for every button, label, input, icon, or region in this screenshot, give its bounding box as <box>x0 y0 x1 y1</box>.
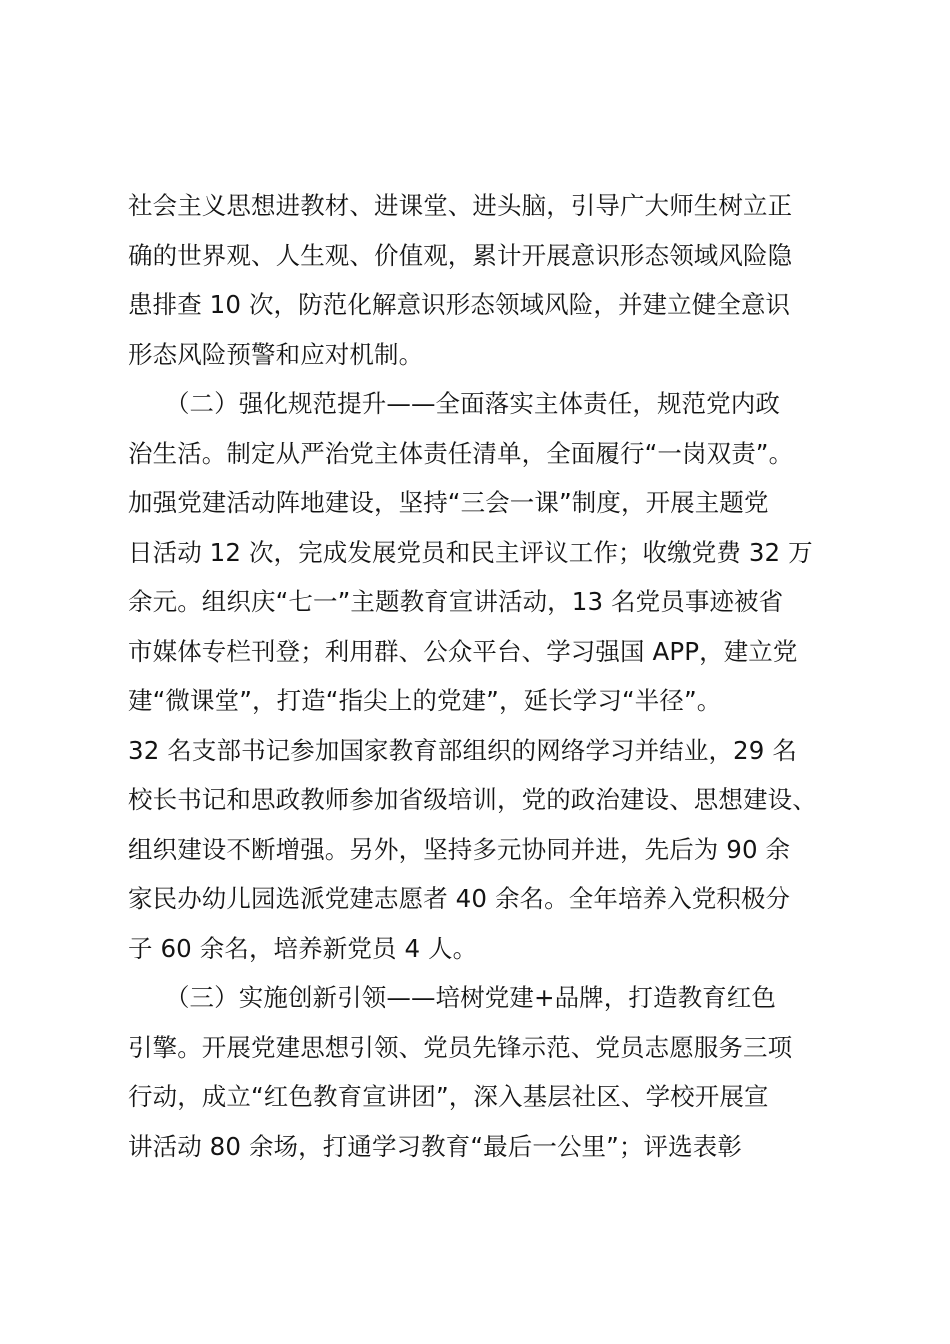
text-line: 社会主义思想进教材、进课堂、进头脑，引导广大师生树立正 <box>128 191 793 220</box>
text-line: 治生活。制定从严治党主体责任清单，全面履行“一岗双责”。 <box>128 438 794 468</box>
text-line: 建“微课堂”，打造“指尖上的党建”，延长学习“半径”。 <box>128 686 722 715</box>
text-line: 确的世界观、人生观、价值观，累计开展意识形态领域风险隐 <box>128 240 793 270</box>
text-line: 形态风险预警和应对机制。 <box>128 339 424 369</box>
text-line: 32 名支部书记参加国家教育部组织的网络学习并结业，29 名 <box>128 735 797 765</box>
section-heading-line: （三）实施创新引领——培树党建+品牌，打造教育红色 <box>128 983 776 1012</box>
text-line: 讲活动 80 余场，打通学习教育“最后一公里”；评选表彰 <box>128 1131 742 1161</box>
text-line: 加强党建活动阵地建设，坚持“三会一课”制度，开展主题党 <box>128 488 769 517</box>
text-line: 日活动 12 次，完成发展党员和民主评议工作；收缴党费 32 万 <box>128 537 813 567</box>
text-line: 子 60 余名，培养新党员 4 人。 <box>128 933 478 963</box>
text-line: 引擎。开展党建思想引领、党员先锋示范、党员志愿服务三项 <box>128 1032 793 1062</box>
text-line: 校长书记和思政教师参加省级培训，党的政治建设、思想建设、 <box>128 785 817 814</box>
text-line: 市媒体专栏刊登；利用群、公众平台、学习强国 APP，建立党 <box>128 636 798 666</box>
body-text <box>128 181 840 1171</box>
text-line: 患排查 10 次，防范化解意识形态领域风险，并建立健全意识 <box>128 290 791 319</box>
section-heading-line: （二）强化规范提升——全面落实主体责任，规范党内政 <box>128 389 780 418</box>
text-line: 余元。组织庆“七一”主题教育宣讲活动，13 名党员事迹被省 <box>128 587 784 616</box>
text-line: 行动，成立“红色教育宣讲团”，深入基层社区、学校开展宣 <box>128 1082 769 1111</box>
text-line: 组织建设不断增强。另外，坚持多元协同并进，先后为 90 余 <box>128 834 791 864</box>
text-line: 家民办幼儿园选派党建志愿者 40 余名。全年培养入党积极分 <box>128 884 791 913</box>
